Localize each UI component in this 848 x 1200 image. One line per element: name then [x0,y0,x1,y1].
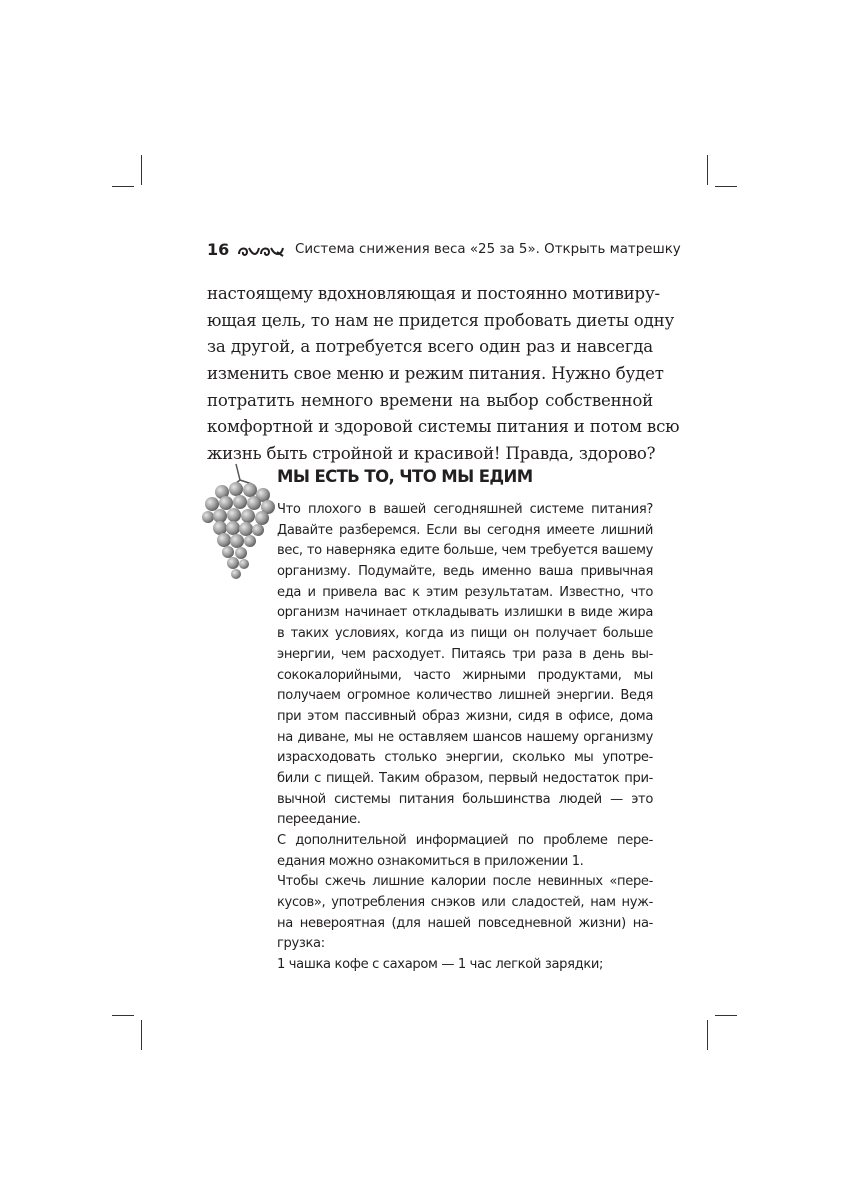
text-line: организму. Подумайте, ведь именно ваша привычная [277,564,653,580]
crop-mark [141,155,142,185]
running-header [207,240,681,262]
text-line: при этом пассивный образ жизни, сидя в офисе, дома [277,708,653,724]
text-line: Что плохого в вашей сегодняшней системе питания? [277,502,653,517]
text-line: вес, то наверняка едите больше, чем требуется вашему [277,543,653,559]
running-title: Система снижения веса «25 за 5». Открыть матрешку [295,242,681,257]
text-line: едания можно ознакомиться в приложении 1. [277,853,584,869]
text-line: за другой, а потребуется всего один раз и навсегда [207,337,653,357]
text-line: били с пищей. Таким образом, первый недостаток при- [277,770,653,786]
crop-mark [112,186,134,187]
text-line: израсходовать столько энергии, сколько мы употре- [277,750,653,766]
text-line: потратить немного времени на выбор собственной [207,390,653,410]
text-line: в таких условиях, когда из пищи он получает больше [277,626,653,642]
section-body [277,500,653,976]
crop-mark [707,1020,708,1050]
text-line: на невероятная (для нашей повседневной жизни) на- [277,915,653,931]
text-line: комфортной и здоровой системы питания и потом всю [207,417,680,437]
text-line: еда и привела вас к этим результатам. Известно, что [277,584,653,600]
text-line: Давайте разберемся. Если вы сегодня имеете лишний [277,522,653,538]
text-line: С дополнительной информацией по проблеме пере- [277,833,653,848]
grapes-illustration [200,462,280,588]
text-line: настоящему вдохновляющая и постоянно мотивиру- [207,284,660,303]
intro-paragraph [207,281,680,468]
text-line: кусов», употребления снэков или сладостей, нам нуж- [277,895,653,911]
text-line: организм начинает откладывать излишки в виде жира [277,605,653,621]
text-line: сококалорийными, часто жирными продуктами, мы [277,667,653,683]
text-line: Чтобы сжечь лишние калории после невинных «пере- [277,874,653,890]
text-line: ющая цель, то нам не придется пробовать диеты одну [207,310,675,330]
text-line: энергии, чем расходует. Питаясь три раза в день вы- [277,646,653,662]
text-line: 1 чашка кофе с сахаром — 1 час легкой зарядки; [277,957,604,973]
crop-mark [707,155,708,185]
crop-mark [715,186,737,187]
text-line: вычной системы питания большинства людей — это [277,791,653,807]
text-line: жизнь быть стройной и красивой! Правда, здорово? [207,444,656,464]
text-line: получаем огромное количество лишней энергии. Ведя [277,688,653,704]
ornament-icon [237,244,285,258]
crop-mark [141,1020,142,1050]
section-heading: МЫ ЕСТЬ ТО, ЧТО МЫ ЕДИМ [277,467,533,486]
text-line: на диване, мы не оставляем шансов нашему организму [277,729,653,745]
crop-mark [715,1015,737,1016]
page-number: 16 [207,240,230,259]
text-line: изменить свое меню и режим питания. Нужно будет [207,364,664,384]
text-line: переедание. [277,812,361,828]
text-line: грузка: [277,936,325,952]
crop-mark [112,1015,134,1016]
